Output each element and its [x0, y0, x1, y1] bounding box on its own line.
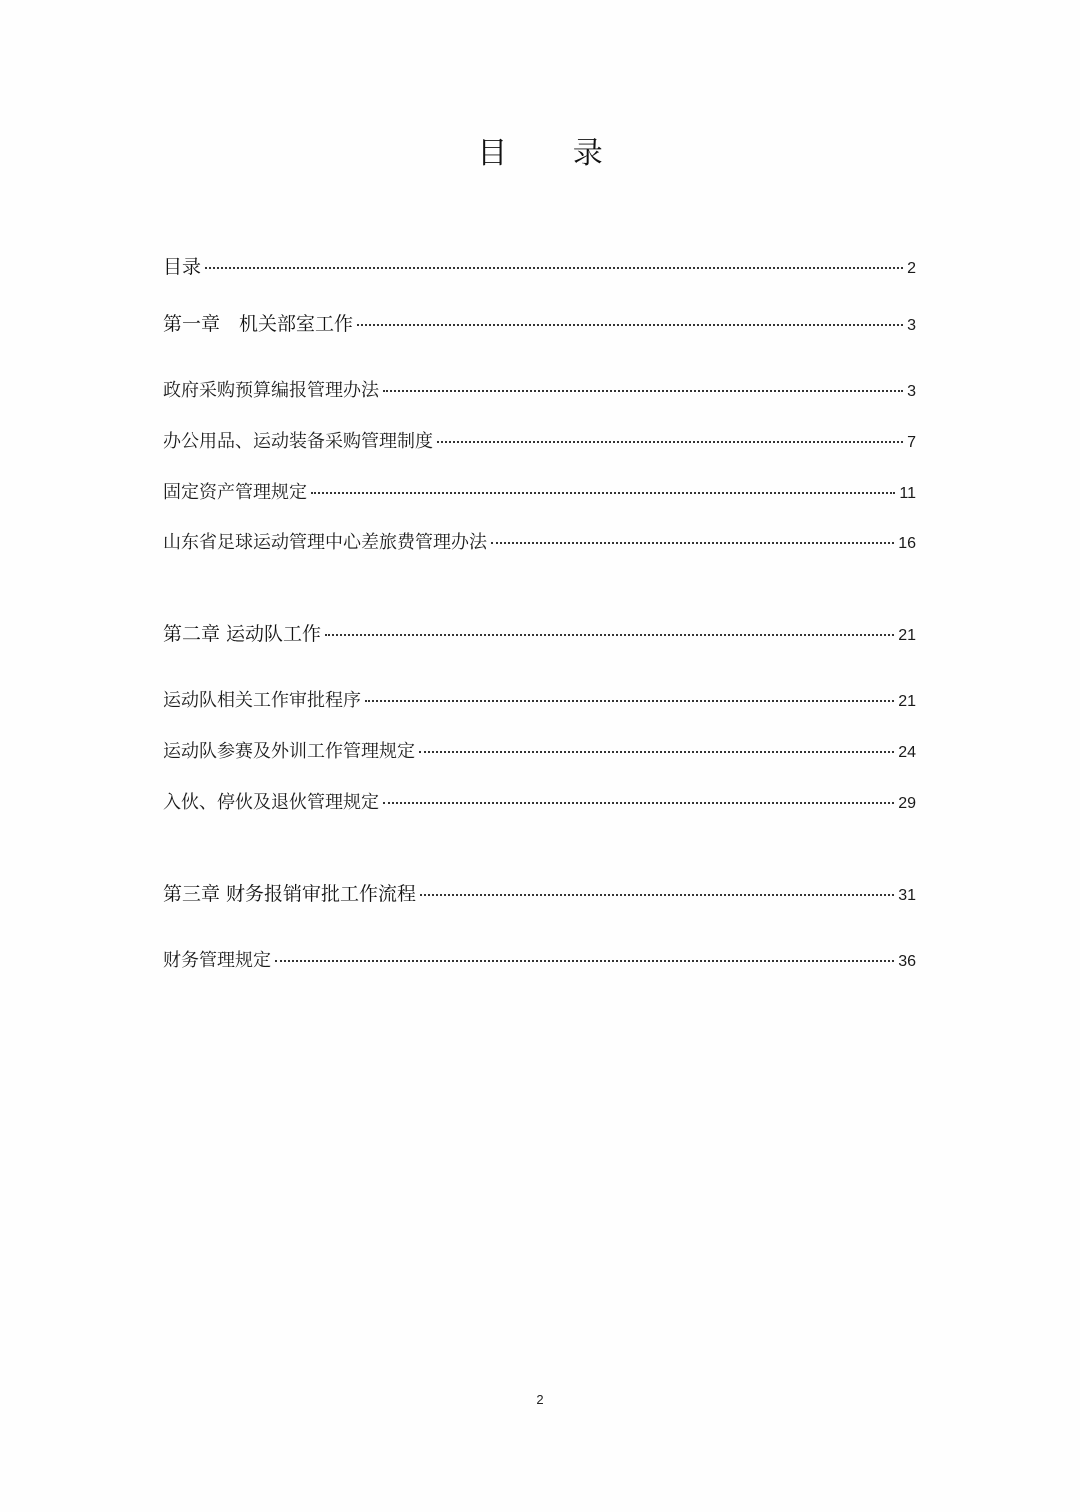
toc-entry[interactable]: [163, 427, 916, 453]
toc-entry[interactable]: [163, 478, 916, 504]
toc-entry[interactable]: [163, 619, 916, 646]
dot-leader: [437, 441, 903, 443]
dot-leader: [325, 634, 894, 636]
toc-entry-page: 2: [907, 260, 916, 277]
toc-entry-text: 第一章 机关部室工作: [163, 313, 354, 335]
dot-leader: [383, 390, 903, 392]
page-number: 2: [536, 1392, 544, 1407]
toc-entry-page: 31: [898, 887, 916, 904]
toc-entry[interactable]: [163, 946, 916, 972]
toc-entry-text: 目录: [163, 256, 202, 278]
toc-entry-text: 第三章 财务报销审批工作流程: [163, 883, 417, 905]
dot-leader: [275, 960, 894, 962]
toc-entry-page: 7: [907, 434, 916, 451]
dot-leader: [383, 802, 894, 804]
toc-entry-page: 24: [898, 744, 916, 761]
toc-entry-text: 入伙、停伙及退伙管理规定: [163, 792, 379, 813]
dot-leader: [357, 324, 903, 326]
toc-entry[interactable]: [163, 879, 916, 906]
dot-leader: [311, 492, 895, 494]
toc-entry-page: 16: [898, 535, 916, 552]
toc-entry[interactable]: [163, 737, 916, 763]
toc-entry-text: 第二章 运动队工作: [163, 623, 322, 645]
toc-entry[interactable]: [163, 788, 916, 814]
toc-entry[interactable]: [163, 686, 916, 712]
dot-leader: [205, 267, 903, 269]
toc-entry-page: 36: [898, 953, 916, 970]
toc-entry-text: 办公用品、运动装备采购管理制度: [163, 431, 433, 452]
dot-leader: [420, 894, 894, 896]
toc-entry-text: 运动队相关工作审批程序: [163, 690, 361, 711]
toc-entry[interactable]: [163, 376, 916, 402]
toc-entry[interactable]: [163, 528, 916, 554]
toc-title: 目 录: [477, 136, 631, 171]
toc-entry-text: 固定资产管理规定: [163, 482, 307, 503]
toc-entry[interactable]: [163, 252, 916, 279]
toc-entry-page: 3: [907, 317, 916, 334]
toc-entry-page: 21: [898, 627, 916, 644]
dot-leader: [419, 751, 894, 753]
toc-entry-text: 山东省足球运动管理中心差旅费管理办法: [163, 532, 487, 553]
toc-entry-page: 3: [907, 383, 916, 400]
toc-entry[interactable]: [163, 309, 916, 336]
dot-leader: [365, 700, 894, 702]
toc-entry-page: 29: [898, 795, 916, 812]
toc-entry-text: 财务管理规定: [163, 950, 271, 971]
toc-entry-page: 11: [899, 485, 916, 502]
toc-entry-page: 21: [898, 693, 916, 710]
dot-leader: [491, 542, 894, 544]
toc-entry-text: 政府采购预算编报管理办法: [163, 380, 379, 401]
toc-entry-text: 运动队参赛及外训工作管理规定: [163, 741, 415, 762]
